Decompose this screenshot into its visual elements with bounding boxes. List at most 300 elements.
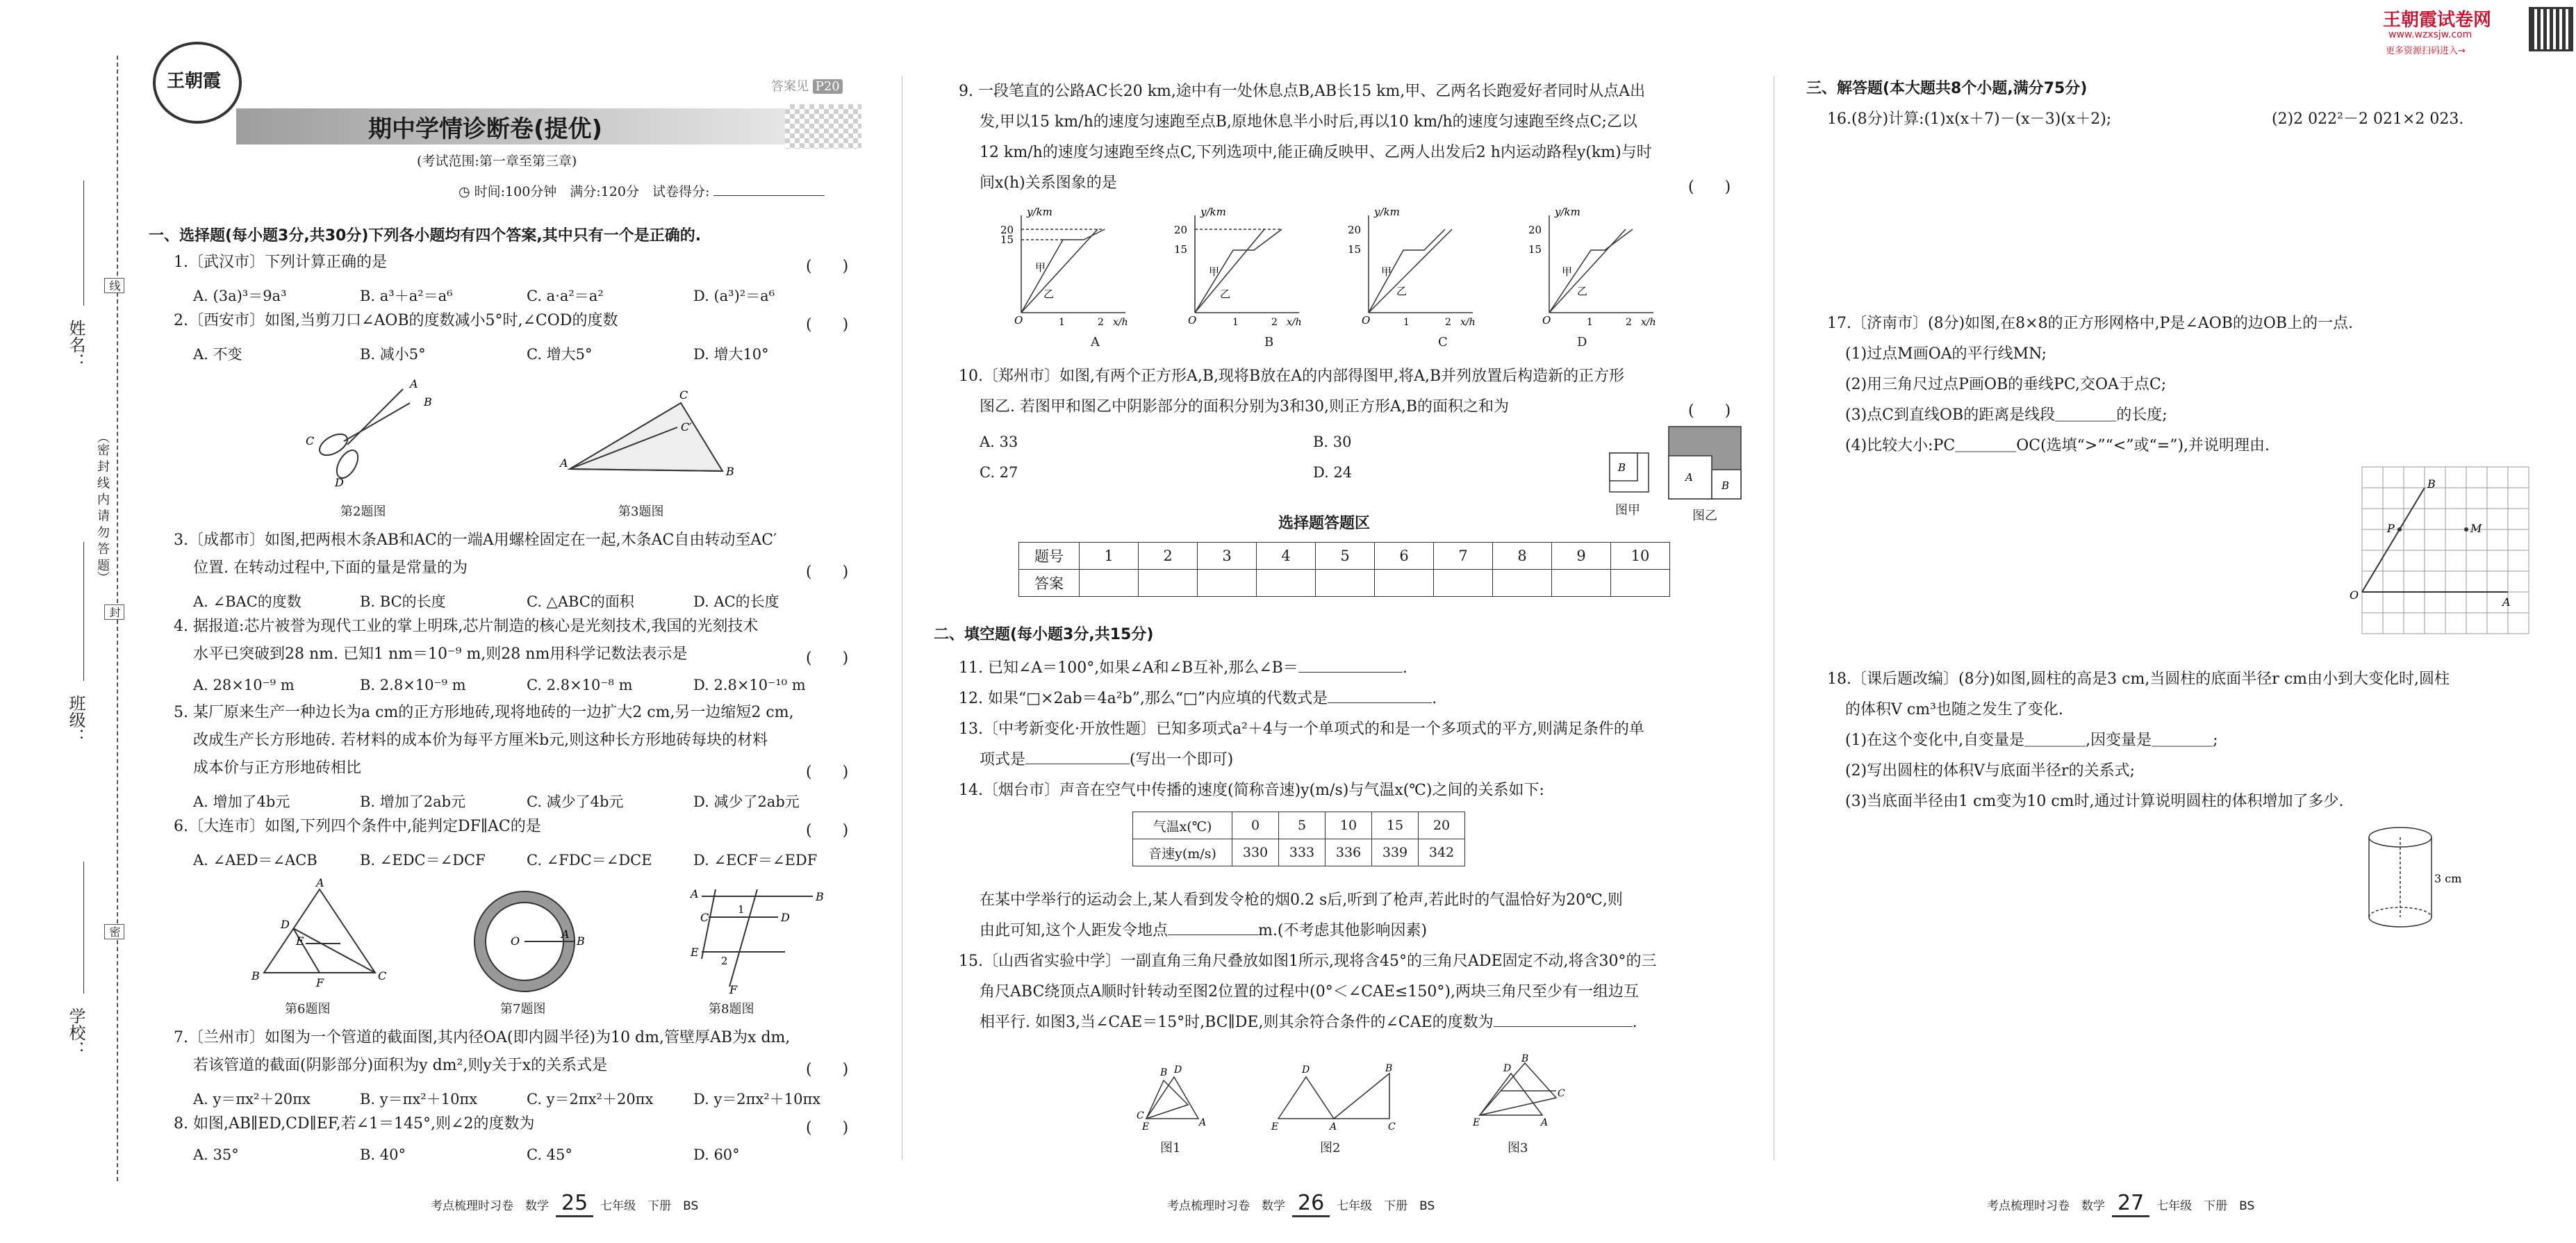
q18-line1: 18.〔课后题改编〕(8分)如图,圆柱的高是3 cm,当圆柱的底面半径r cm由小到大变化时,圆柱 <box>1827 670 2450 688</box>
answer-area-row-numbers <box>1019 543 1670 570</box>
q9-line4: 间x(h)关系图象的是 <box>980 174 1117 192</box>
svg-text:O: O <box>511 935 520 948</box>
svg-text:乙: 乙 <box>1220 288 1231 300</box>
svg-text:C: C <box>378 969 387 982</box>
answer-cell[interactable] <box>1552 570 1611 597</box>
brand-name: 王朝霞试卷网 <box>2383 10 2492 31</box>
q6-option-c[interactable]: C. ∠FDC＝∠DCE <box>527 852 652 869</box>
q1-answer-paren[interactable]: ( ) <box>806 258 849 275</box>
q10-answer-paren[interactable]: ( ) <box>1688 402 1731 420</box>
q18-line2: 的体积V cm³也随之发生了变化. <box>1845 701 2063 718</box>
svg-text:D: D <box>1302 1064 1310 1076</box>
q18-part1: (1)在这个变化中,自变量是＿＿＿＿,因变量是＿＿＿＿; <box>1845 732 2218 749</box>
svg-text:B: B <box>1618 461 1626 474</box>
seal-note: （密 封 线 内 请 勿 答 题） <box>95 431 110 584</box>
q4-option-c[interactable]: C. 2.8×10⁻⁸ m <box>527 677 633 693</box>
q14-label: 由此可知,这个人距发令地点 <box>980 922 1168 939</box>
q10-option-a[interactable]: A. 33 <box>980 434 1018 450</box>
q2-answer-paren[interactable]: ( ) <box>806 316 849 334</box>
q18-cylinder-diagram <box>2362 820 2462 938</box>
svg-text:O: O <box>1188 314 1197 327</box>
svg-text:D: D <box>1174 1064 1182 1076</box>
q11-label: 11. 已知∠A＝100°,如果∠A和∠B互补,那么∠B＝ <box>959 659 1298 677</box>
answer-area-num-6: 6 <box>1375 543 1434 570</box>
svg-text:A: A <box>2502 595 2511 609</box>
q9-label-c[interactable]: C <box>1438 335 1448 349</box>
q2-option-a[interactable]: A. 不变 <box>193 346 242 363</box>
svg-text:乙: 乙 <box>1043 288 1055 300</box>
q3-option-d[interactable]: D. AC的长度 <box>693 593 779 610</box>
answer-cell[interactable] <box>1257 570 1316 597</box>
svg-text:A: A <box>316 876 324 889</box>
q10-caption-jia: 图甲 <box>1615 503 1640 518</box>
svg-text:M: M <box>2470 522 2482 535</box>
q2-option-d[interactable]: D. 增大10° <box>693 346 769 363</box>
q15-line2: 角尺ABC绕顶点A顺时针转动至图2位置的过程中(0°＜∠CAE≤150°),两块三角尺至少有一组边互 <box>980 983 1639 1001</box>
q14-row-temperature <box>1133 812 1465 839</box>
svg-text:E: E <box>1473 1117 1480 1128</box>
page-title: 期中学情诊断卷(提优) <box>368 115 603 143</box>
q9-label-b[interactable]: B <box>1264 335 1274 349</box>
svg-text:A: A <box>1685 471 1693 484</box>
answer-ref-badge[interactable]: P20 <box>813 79 843 94</box>
q2-option-b[interactable]: B. 减小5° <box>360 346 426 363</box>
page-25 <box>139 0 896 1243</box>
q6-options <box>193 849 860 870</box>
q11-text <box>959 653 1407 684</box>
fig6-caption: 第6题图 <box>285 1002 331 1016</box>
clock-icon: ◷ <box>459 184 470 199</box>
q10-option-b[interactable]: B. 30 <box>1313 434 1352 450</box>
q5-option-c[interactable]: C. 减少了4b元 <box>527 793 624 810</box>
footer-left: 考点梳理时习卷 数学 <box>1167 1199 1285 1213</box>
q14-cell: 330 <box>1232 839 1279 866</box>
brand-url[interactable]: www.wzxsjw.com <box>2388 29 2472 40</box>
q9-graph-b <box>1167 208 1306 327</box>
svg-text:B: B <box>2427 477 2436 491</box>
svg-text:20: 20 <box>1174 224 1188 236</box>
footer-right: 七年级 下册 BS <box>1337 1199 1435 1213</box>
answer-cell[interactable] <box>1080 570 1139 597</box>
answer-area-num-4: 4 <box>1257 543 1316 570</box>
name-label: 姓名： <box>66 320 85 370</box>
svg-text:B: B <box>816 890 824 903</box>
q4-answer-paren[interactable]: ( ) <box>806 650 849 667</box>
q7-option-b[interactable]: B. y＝πx²＋10πx <box>360 1091 478 1108</box>
q15-blank[interactable] <box>1494 1026 1633 1027</box>
q3-options <box>193 591 860 611</box>
fig2-scissors-diagram <box>306 375 445 493</box>
q14-cell: 342 <box>1419 839 1465 866</box>
q14-tail: m.(不考虑其他影响因素) <box>1258 922 1428 939</box>
q6-text: 6.〔大连市〕如图,下列四个条件中,能判定DF∥AC的是 <box>174 818 541 835</box>
svg-text:y/km: y/km <box>1200 206 1226 218</box>
q3-answer-paren[interactable]: ( ) <box>806 563 849 581</box>
svg-text:15: 15 <box>1528 243 1542 256</box>
q14-line3 <box>980 916 1427 946</box>
q14-cell: 0 <box>1232 812 1279 839</box>
svg-text:A: A <box>561 928 570 941</box>
answer-cell[interactable] <box>1493 570 1552 597</box>
q4-option-b[interactable]: B. 2.8×10⁻⁹ m <box>360 677 466 693</box>
svg-text:C: C <box>1388 1121 1396 1133</box>
svg-text:B: B <box>424 395 432 409</box>
answer-area-answer-label: 答案 <box>1019 570 1080 597</box>
q14-row1-label: 气温x(℃) <box>1133 812 1232 839</box>
fig8-parallel-diagram <box>688 882 824 996</box>
q4-option-a[interactable]: A. 28×10⁻⁹ m <box>193 677 295 693</box>
q10-options-row2 <box>980 464 1480 481</box>
q14-cell: 20 <box>1419 812 1465 839</box>
q10-option-d[interactable]: D. 24 <box>1313 464 1353 481</box>
q12-text <box>959 684 1437 714</box>
svg-text:B: B <box>1160 1067 1168 1078</box>
svg-text:甲: 甲 <box>1209 265 1220 278</box>
svg-text:20: 20 <box>1000 224 1014 236</box>
q8-options <box>193 1146 860 1163</box>
q7-line2: 若该管道的截面(阴影部分)面积为y dm²,则y关于x的关系式是 <box>193 1057 608 1074</box>
q5-option-a[interactable]: A. 增加了4b元 <box>193 793 290 810</box>
q14-cell: 339 <box>1372 839 1419 866</box>
fig7-caption: 第7题图 <box>500 1002 546 1016</box>
q4-line2: 水平已突破到28 nm. 已知1 nm＝10⁻⁹ m,则28 nm用科学记数法表示是 <box>193 645 688 663</box>
q8-answer-paren[interactable]: ( ) <box>806 1119 849 1137</box>
q15-fig1 <box>1132 1063 1209 1133</box>
q15-fig3 <box>1473 1053 1570 1133</box>
q5-line2: 改成生产长方形地砖. 若材料的成本价为每平方厘米b元,则这种长方形地砖每块的材料 <box>193 732 768 749</box>
q15-line1: 15.〔山西省实验中学〕一副直角三角尺叠放如图1所示,现将含45°的三角尺ADE固定不动,将含30°的三 <box>959 953 1657 970</box>
q14-cell: 336 <box>1326 839 1372 866</box>
page25-footer <box>431 1191 698 1217</box>
answer-cell[interactable] <box>1198 570 1257 597</box>
svg-text:F: F <box>316 976 324 989</box>
q1-text: 1.〔武汉市〕下列计算正确的是 <box>174 254 387 271</box>
svg-text:O: O <box>1014 314 1023 327</box>
q9-graph-d <box>1521 208 1660 327</box>
fig3-sticks-diagram <box>556 389 736 486</box>
q13-line1: 13.〔中考新变化·开放性题〕已知多项式a²＋4与一个单项式的和是一个多项式的平方,则满足条件的单 <box>959 721 1644 738</box>
svg-text:2: 2 <box>1271 317 1278 328</box>
svg-text:D: D <box>1503 1063 1512 1074</box>
q8-text: 8. 如图,AB∥ED,CD∥EF,若∠1＝145°,则∠2的度数为 <box>174 1115 535 1133</box>
q3-option-a[interactable]: A. ∠BAC的度数 <box>193 593 302 610</box>
q2-options <box>193 343 860 364</box>
q3-option-b[interactable]: B. BC的长度 <box>360 593 446 610</box>
svg-text:1: 1 <box>1403 317 1410 328</box>
q6-option-d[interactable]: D. ∠ECF＝∠EDF <box>693 852 818 869</box>
svg-text:2: 2 <box>1626 317 1632 328</box>
answer-area-num-10: 10 <box>1611 543 1670 570</box>
svg-text:C: C <box>679 388 688 402</box>
answer-cell[interactable] <box>1434 570 1493 597</box>
answer-area-header-label: 题号 <box>1019 543 1080 570</box>
answer-area-row-answers <box>1019 570 1670 597</box>
fig6-triangle-diagram <box>250 876 389 989</box>
checker-pattern <box>785 104 861 149</box>
section2-title: 二、填空题(每小题3分,共15分) <box>934 626 1154 643</box>
svg-text:2: 2 <box>1445 317 1451 328</box>
q14-row2-label: 音速y(m/s) <box>1133 839 1232 866</box>
fig3-caption: 第3题图 <box>618 504 664 519</box>
q18-part3: (3)当底面半径由1 cm变为10 cm时,通过计算说明圆柱的体积增加了多少. <box>1845 793 2344 810</box>
q7-option-d[interactable]: D. y＝2πx²＋10πx <box>693 1091 821 1108</box>
q4-line1: 4. 据报道:芯片被誉为现代工业的掌上明珠,芯片制造的核心是光刻技术,我国的光刻技术 <box>174 618 759 635</box>
svg-text:E: E <box>296 935 304 948</box>
q12-label: 12. 如果“□×2ab＝4a²b”,那么“□”内应填的代数式是 <box>959 690 1328 707</box>
q15-caption-1: 图1 <box>1160 1141 1181 1155</box>
svg-text:B: B <box>577 935 585 948</box>
q6-option-b[interactable]: B. ∠EDC＝∠DCF <box>360 852 486 869</box>
q14-row-speed <box>1133 839 1465 866</box>
q13-label: 项式是 <box>980 751 1026 768</box>
q4-options <box>193 677 860 693</box>
q7-options <box>193 1088 860 1109</box>
svg-text:A: A <box>1199 1117 1207 1128</box>
q9-answer-paren[interactable]: ( ) <box>1688 179 1731 196</box>
svg-text:1: 1 <box>1232 317 1239 328</box>
q9-line2: 发,甲以15 km/h的速度匀速跑至点B,原地休息半小时后,再以10 km/h的速度匀速跑至终点C;乙以 <box>980 113 1637 131</box>
q15-caption-2: 图2 <box>1320 1141 1341 1155</box>
svg-text:E: E <box>1142 1121 1150 1133</box>
footer-left: 考点梳理时习卷 数学 <box>431 1199 549 1213</box>
q9-label-a[interactable]: A <box>1091 335 1100 349</box>
fig8-caption: 第8题图 <box>709 1002 754 1016</box>
q15-line3 <box>980 1007 1637 1038</box>
q8-option-d[interactable]: D. 60° <box>693 1146 740 1163</box>
svg-text:15: 15 <box>1348 243 1362 256</box>
section1-title: 一、选择题(每小题3分,共30分)下列各小题均有四个答案,其中只有一个是正确的. <box>149 227 702 245</box>
svg-text:E: E <box>1271 1121 1279 1133</box>
q5-answer-paren[interactable]: ( ) <box>806 764 849 781</box>
q14-cell: 5 <box>1279 812 1326 839</box>
q1-options <box>193 285 860 306</box>
q5-line3: 成本价与正方形地砖相比 <box>193 759 362 777</box>
answer-cell[interactable] <box>1139 570 1198 597</box>
q7-answer-paren[interactable]: ( ) <box>806 1061 849 1078</box>
q8-option-c[interactable]: C. 45° <box>527 1146 572 1163</box>
q5-option-d[interactable]: D. 减少了2ab元 <box>693 793 800 810</box>
svg-text:x/h: x/h <box>1460 317 1476 328</box>
q1-option-d[interactable]: D. (a³)²＝a⁶ <box>693 288 775 304</box>
page-number: 27 <box>2112 1191 2149 1217</box>
answer-area-num-3: 3 <box>1198 543 1257 570</box>
q16-part2: (2)2 022²－2 021×2 023. <box>2272 110 2464 128</box>
q14-line2: 在某中学举行的运动会上,某人看到发令枪的烟0.2 s后,听到了枪声,若此时的气温恰好为20℃,则 <box>980 891 1623 909</box>
footer-left: 考点梳理时习卷 数学 <box>1987 1199 2105 1213</box>
q12-period: . <box>1432 690 1437 707</box>
svg-text:O: O <box>1542 314 1551 327</box>
q3-option-c[interactable]: C. △ABC的面积 <box>527 593 634 610</box>
q14-cell: 333 <box>1279 839 1326 866</box>
svg-text:C: C <box>1558 1088 1565 1099</box>
svg-text:D: D <box>335 476 344 489</box>
q8-option-a[interactable]: A. 35° <box>193 1146 239 1163</box>
q3-line1: 3.〔成都市〕如图,把两根木条AB和AC的一端A用螺栓固定在一起,木条AC自由转动至AC′ <box>174 532 777 549</box>
svg-text:20: 20 <box>1348 224 1362 236</box>
q15-fig2 <box>1271 1063 1396 1133</box>
q9-line1: 9. 一段笔直的公路AC长20 km,途中有一处休息点B,AB长15 km,甲、乙两名长跑爱好者同时从点A出 <box>959 83 1646 100</box>
svg-text:y/km: y/km <box>1027 206 1052 218</box>
svg-text:B: B <box>251 969 260 982</box>
svg-text:甲: 甲 <box>1381 265 1392 278</box>
q10-fig-yi <box>1667 425 1744 499</box>
page27-footer <box>1987 1191 2254 1217</box>
svg-text:B: B <box>726 465 734 478</box>
q14-cell: 15 <box>1372 812 1419 839</box>
page-number: 26 <box>1292 1191 1330 1217</box>
svg-text:A: A <box>1330 1121 1337 1133</box>
q17-part3: (3)点C到直线OB的距离是线段＿＿＿＿的长度; <box>1845 406 2168 424</box>
svg-text:P: P <box>2387 522 2395 535</box>
q15-period: . <box>1632 1014 1637 1031</box>
q13-hint: (写出一个即可) <box>1130 751 1234 768</box>
q17-text: 17.〔济南市〕(8分)如图,在8×8的正方形网格中,P是∠AOB的边OB上的一点. <box>1827 315 2354 332</box>
q11-blank[interactable] <box>1298 672 1403 673</box>
q1-option-c[interactable]: C. a·a²＝a² <box>527 288 604 304</box>
cylinder-height-label: 3 cm <box>2434 872 2462 885</box>
class-label: 班级： <box>66 695 85 745</box>
q10-options-row1 <box>980 434 1480 450</box>
svg-text:15: 15 <box>1000 233 1014 246</box>
svg-text:15: 15 <box>1174 243 1188 256</box>
svg-text:乙: 乙 <box>1577 285 1588 297</box>
answer-area-num-1: 1 <box>1080 543 1139 570</box>
score-blank[interactable] <box>713 195 825 196</box>
svg-text:E: E <box>691 946 699 959</box>
fig2-caption: 第2题图 <box>340 504 386 519</box>
q14-cell: 10 <box>1326 812 1372 839</box>
answer-area-num-8: 8 <box>1493 543 1552 570</box>
svg-text:2: 2 <box>1098 317 1104 328</box>
exam-meta-text: 时间:100分钟 满分:120分 试卷得分: <box>474 184 710 199</box>
q7-line1: 7.〔兰州市〕如图为一个管道的截面图,其内径OA(即内圆半径)为10 dm,管壁厚AB为x dm, <box>174 1029 791 1046</box>
q9-graph-c <box>1341 208 1480 327</box>
page-number: 25 <box>556 1191 593 1217</box>
exam-scope: (考试范围:第一章至第三章) <box>417 154 577 169</box>
svg-text:C: C <box>306 434 315 447</box>
q6-option-a[interactable]: A. ∠AED＝∠ACB <box>193 852 317 869</box>
q10-line1: 10.〔郑州市〕如图,有两个正方形A,B,现将B放在A的内部得图甲,将A,B并列放置后构造新的正方形 <box>959 368 1625 385</box>
q14-text: 14.〔烟台市〕声音在空气中传播的速度(简称音速)y(m/s)与气温x(℃)之间的关系如下: <box>959 782 1544 799</box>
section3-title: 三、解答题(本大题共8个小题,满分75分) <box>1806 80 2088 97</box>
q7-option-a[interactable]: A. y＝πx²＋20πx <box>193 1091 311 1108</box>
answer-cell[interactable] <box>1316 570 1375 597</box>
logo-text: 王朝霞 <box>167 71 222 92</box>
q17-grid-diagram <box>2348 460 2536 641</box>
answer-ref-label: 答案见 <box>771 79 809 94</box>
svg-text:B: B <box>1385 1063 1393 1074</box>
answer-area-title: 选择题答题区 <box>1278 515 1371 532</box>
page26-footer <box>1167 1191 1435 1217</box>
q5-line1: 5. 某厂原来生产一种边长为a cm的正方形地砖,现将地砖的一边扩大2 cm,另一边缩短2 cm, <box>174 704 794 721</box>
q10-fig-jia <box>1608 452 1650 493</box>
q13-line2 <box>980 745 1233 775</box>
svg-text:y/km: y/km <box>1555 206 1580 218</box>
q8-option-b[interactable]: B. 40° <box>360 1146 406 1163</box>
q15-caption-3: 图3 <box>1508 1141 1528 1155</box>
q10-line2: 图乙. 若图甲和图乙中阴影部分的面积分别为3和30,则正方形A,B的面积之和为 <box>980 398 1510 415</box>
svg-text:1: 1 <box>1587 317 1593 328</box>
svg-text:B: B <box>1722 479 1730 492</box>
answer-ref <box>771 76 843 94</box>
svg-text:甲: 甲 <box>1035 261 1046 274</box>
svg-text:A: A <box>410 377 418 390</box>
q17-part4: (4)比较大小:PC＿＿＿＿OC(选填“>”“<”或“=”),并说明理由. <box>1845 437 2270 454</box>
answer-area-num-9: 9 <box>1552 543 1611 570</box>
svg-text:20: 20 <box>1528 224 1542 236</box>
svg-text:1: 1 <box>1059 317 1065 328</box>
svg-text:D: D <box>281 918 290 931</box>
brand-slogan: 更多资源扫码进入→ <box>2386 46 2466 56</box>
answer-area-num-2: 2 <box>1139 543 1198 570</box>
svg-text:1: 1 <box>738 903 745 916</box>
svg-text:2: 2 <box>721 955 728 967</box>
svg-text:x/h: x/h <box>1641 317 1656 328</box>
svg-text:B: B <box>1521 1053 1529 1064</box>
q1-option-a[interactable]: A. (3a)³＝9a³ <box>193 288 287 304</box>
answer-cell[interactable] <box>1375 570 1434 597</box>
q17-part1: (1)过点M画OA的平行线MN; <box>1845 345 2047 363</box>
svg-text:甲: 甲 <box>1562 265 1573 278</box>
q18-part2: (2)写出圆柱的体积V与底面半径r的关系式; <box>1845 762 2135 780</box>
svg-text:C: C <box>700 911 709 924</box>
footer-right: 七年级 下册 BS <box>600 1199 699 1213</box>
svg-text:C′: C′ <box>681 420 692 434</box>
svg-text:A: A <box>691 887 699 900</box>
q2-option-c[interactable]: C. 增大5° <box>527 346 593 363</box>
q16-text: 16.(8分)计算:(1)x(x＋7)－(x－3)(x＋2); <box>1827 110 2112 128</box>
seal-mark-2: 封 <box>104 604 124 620</box>
seal-mark-1: 线 <box>104 278 124 293</box>
name-underline <box>83 181 84 306</box>
q5-option-b[interactable]: B. 增加了2ab元 <box>360 793 466 810</box>
svg-text:乙: 乙 <box>1396 285 1407 297</box>
q2-text: 2.〔西安市〕如图,当剪刀口∠AOB的度数减小5°时,∠COD的度数 <box>174 312 618 329</box>
svg-text:x/h: x/h <box>1287 317 1302 328</box>
svg-text:A: A <box>1541 1117 1549 1128</box>
q17-part2: (2)用三角尺过点P画OB的垂线PC,交OA于点C; <box>1845 376 2167 393</box>
svg-text:y/km: y/km <box>1374 206 1400 218</box>
seal-mark-3: 密 <box>104 924 124 939</box>
svg-text:O: O <box>1362 314 1371 327</box>
q6-answer-paren[interactable]: ( ) <box>806 822 849 839</box>
q5-options <box>193 791 860 812</box>
page-26 <box>931 0 1765 1243</box>
answer-cell[interactable] <box>1611 570 1670 597</box>
q9-label-d[interactable]: D <box>1577 335 1587 349</box>
footer-right: 七年级 下册 BS <box>2156 1199 2255 1213</box>
q4-option-d[interactable]: D. 2.8×10⁻¹⁰ m <box>693 677 806 693</box>
svg-text:A: A <box>560 456 568 470</box>
q10-option-c[interactable]: C. 27 <box>980 464 1018 481</box>
svg-text:O: O <box>2350 588 2359 602</box>
svg-text:F: F <box>729 983 738 996</box>
answer-area-num-5: 5 <box>1316 543 1375 570</box>
q12-blank[interactable] <box>1328 702 1432 703</box>
q3-line2: 位置. 在转动过程中,下面的量是常量的为 <box>193 559 468 577</box>
page-27 <box>1799 0 2563 1243</box>
school-underline <box>83 862 84 994</box>
q7-option-c[interactable]: C. y＝2πx²＋20πx <box>527 1091 654 1108</box>
exam-meta <box>459 182 825 201</box>
q11-period: . <box>1402 659 1407 677</box>
answer-area-table <box>1018 542 1670 597</box>
svg-text:D: D <box>781 911 790 924</box>
q1-option-b[interactable]: B. a³＋a²＝a⁶ <box>360 288 453 304</box>
answer-area-num-7: 7 <box>1434 543 1493 570</box>
q15-label: 相平行. 如图3,当∠CAE＝15°时,BC∥DE,则其余符合条件的∠CAE的度数为 <box>980 1014 1494 1031</box>
fig7-pipe-diagram <box>472 889 584 994</box>
